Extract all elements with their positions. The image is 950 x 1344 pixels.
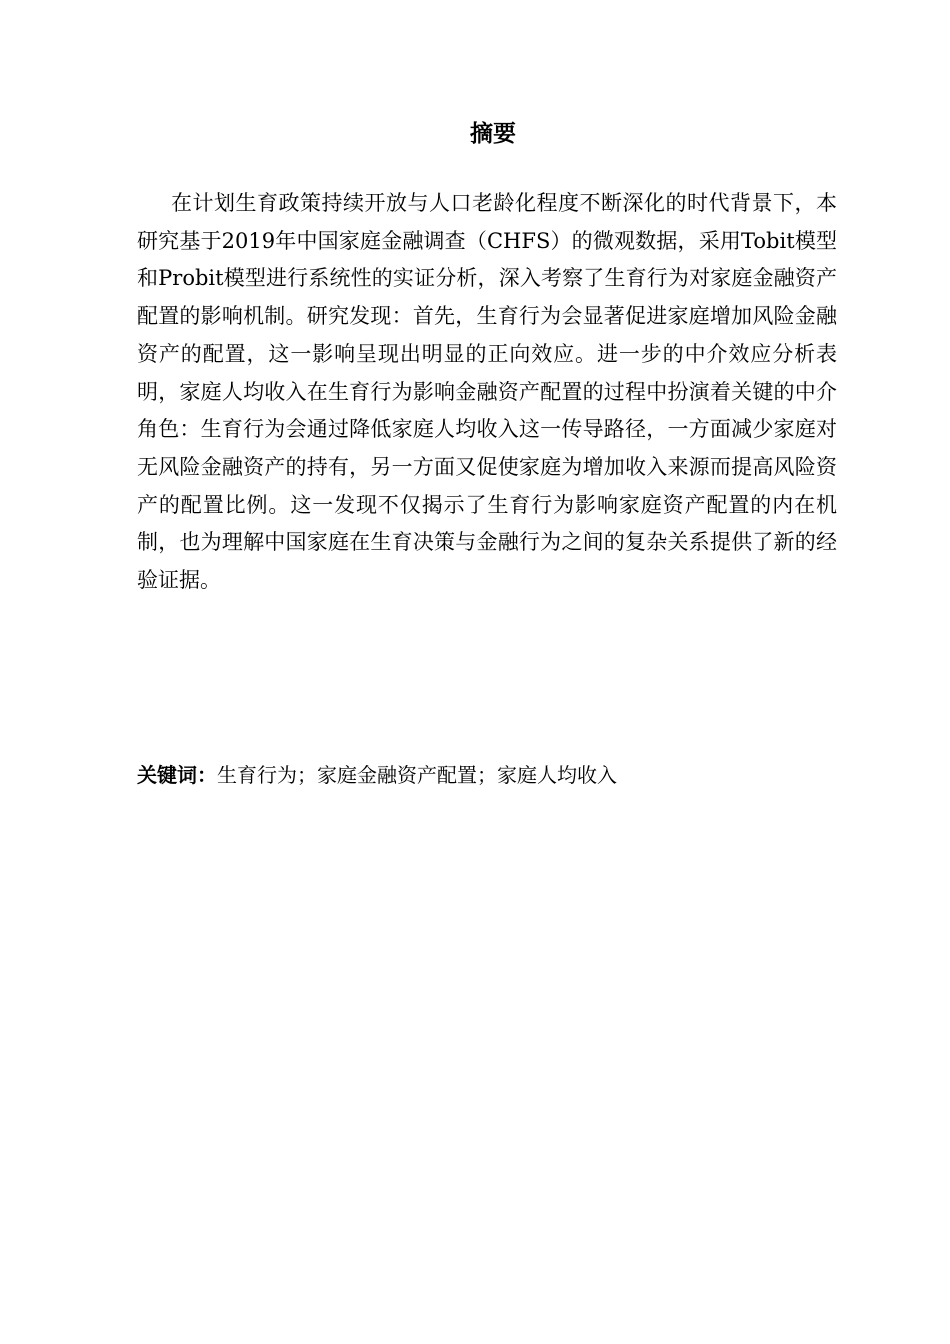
abstract-title: 摘要	[470, 121, 516, 147]
abstract-paragraph: 在计划生育政策持续开放与人口老龄化程度不断深化的时代背景下，本研究基于2019年中国家庭金融调查（CHFS）的微观数据，采用Tobit模型和Probit模型进行系统性的实证分析，深入考察了生育行为对家庭金融资产配置的影响机制。研究发现：首先，生育行为会显著促进家庭增加风险金融资产的配置，这一影响呈现出明显的正向效应。进一步的中介效应分析表明，家庭人均收入在生育行为影响金融资产配置的过程中扮演着关键的中介角色：生育行为会通过降低家庭人均收入这一传导路径，一方面减少家庭对无风险金融资产的持有，另一方面又促使家庭为增加收入来源而提高风险资产的配置比例。这一发现不仅揭示了生育行为影响家庭资产配置的内在机制，也为理解中国家庭在生育决策与金融行为之间的复杂关系提供了新的经验证据。	[137, 191, 837, 593]
keywords-label: 关键词：	[137, 763, 217, 787]
keywords-line	[137, 757, 837, 793]
keywords-value: 生育行为；家庭金融资产配置；家庭人均收入	[217, 763, 617, 787]
